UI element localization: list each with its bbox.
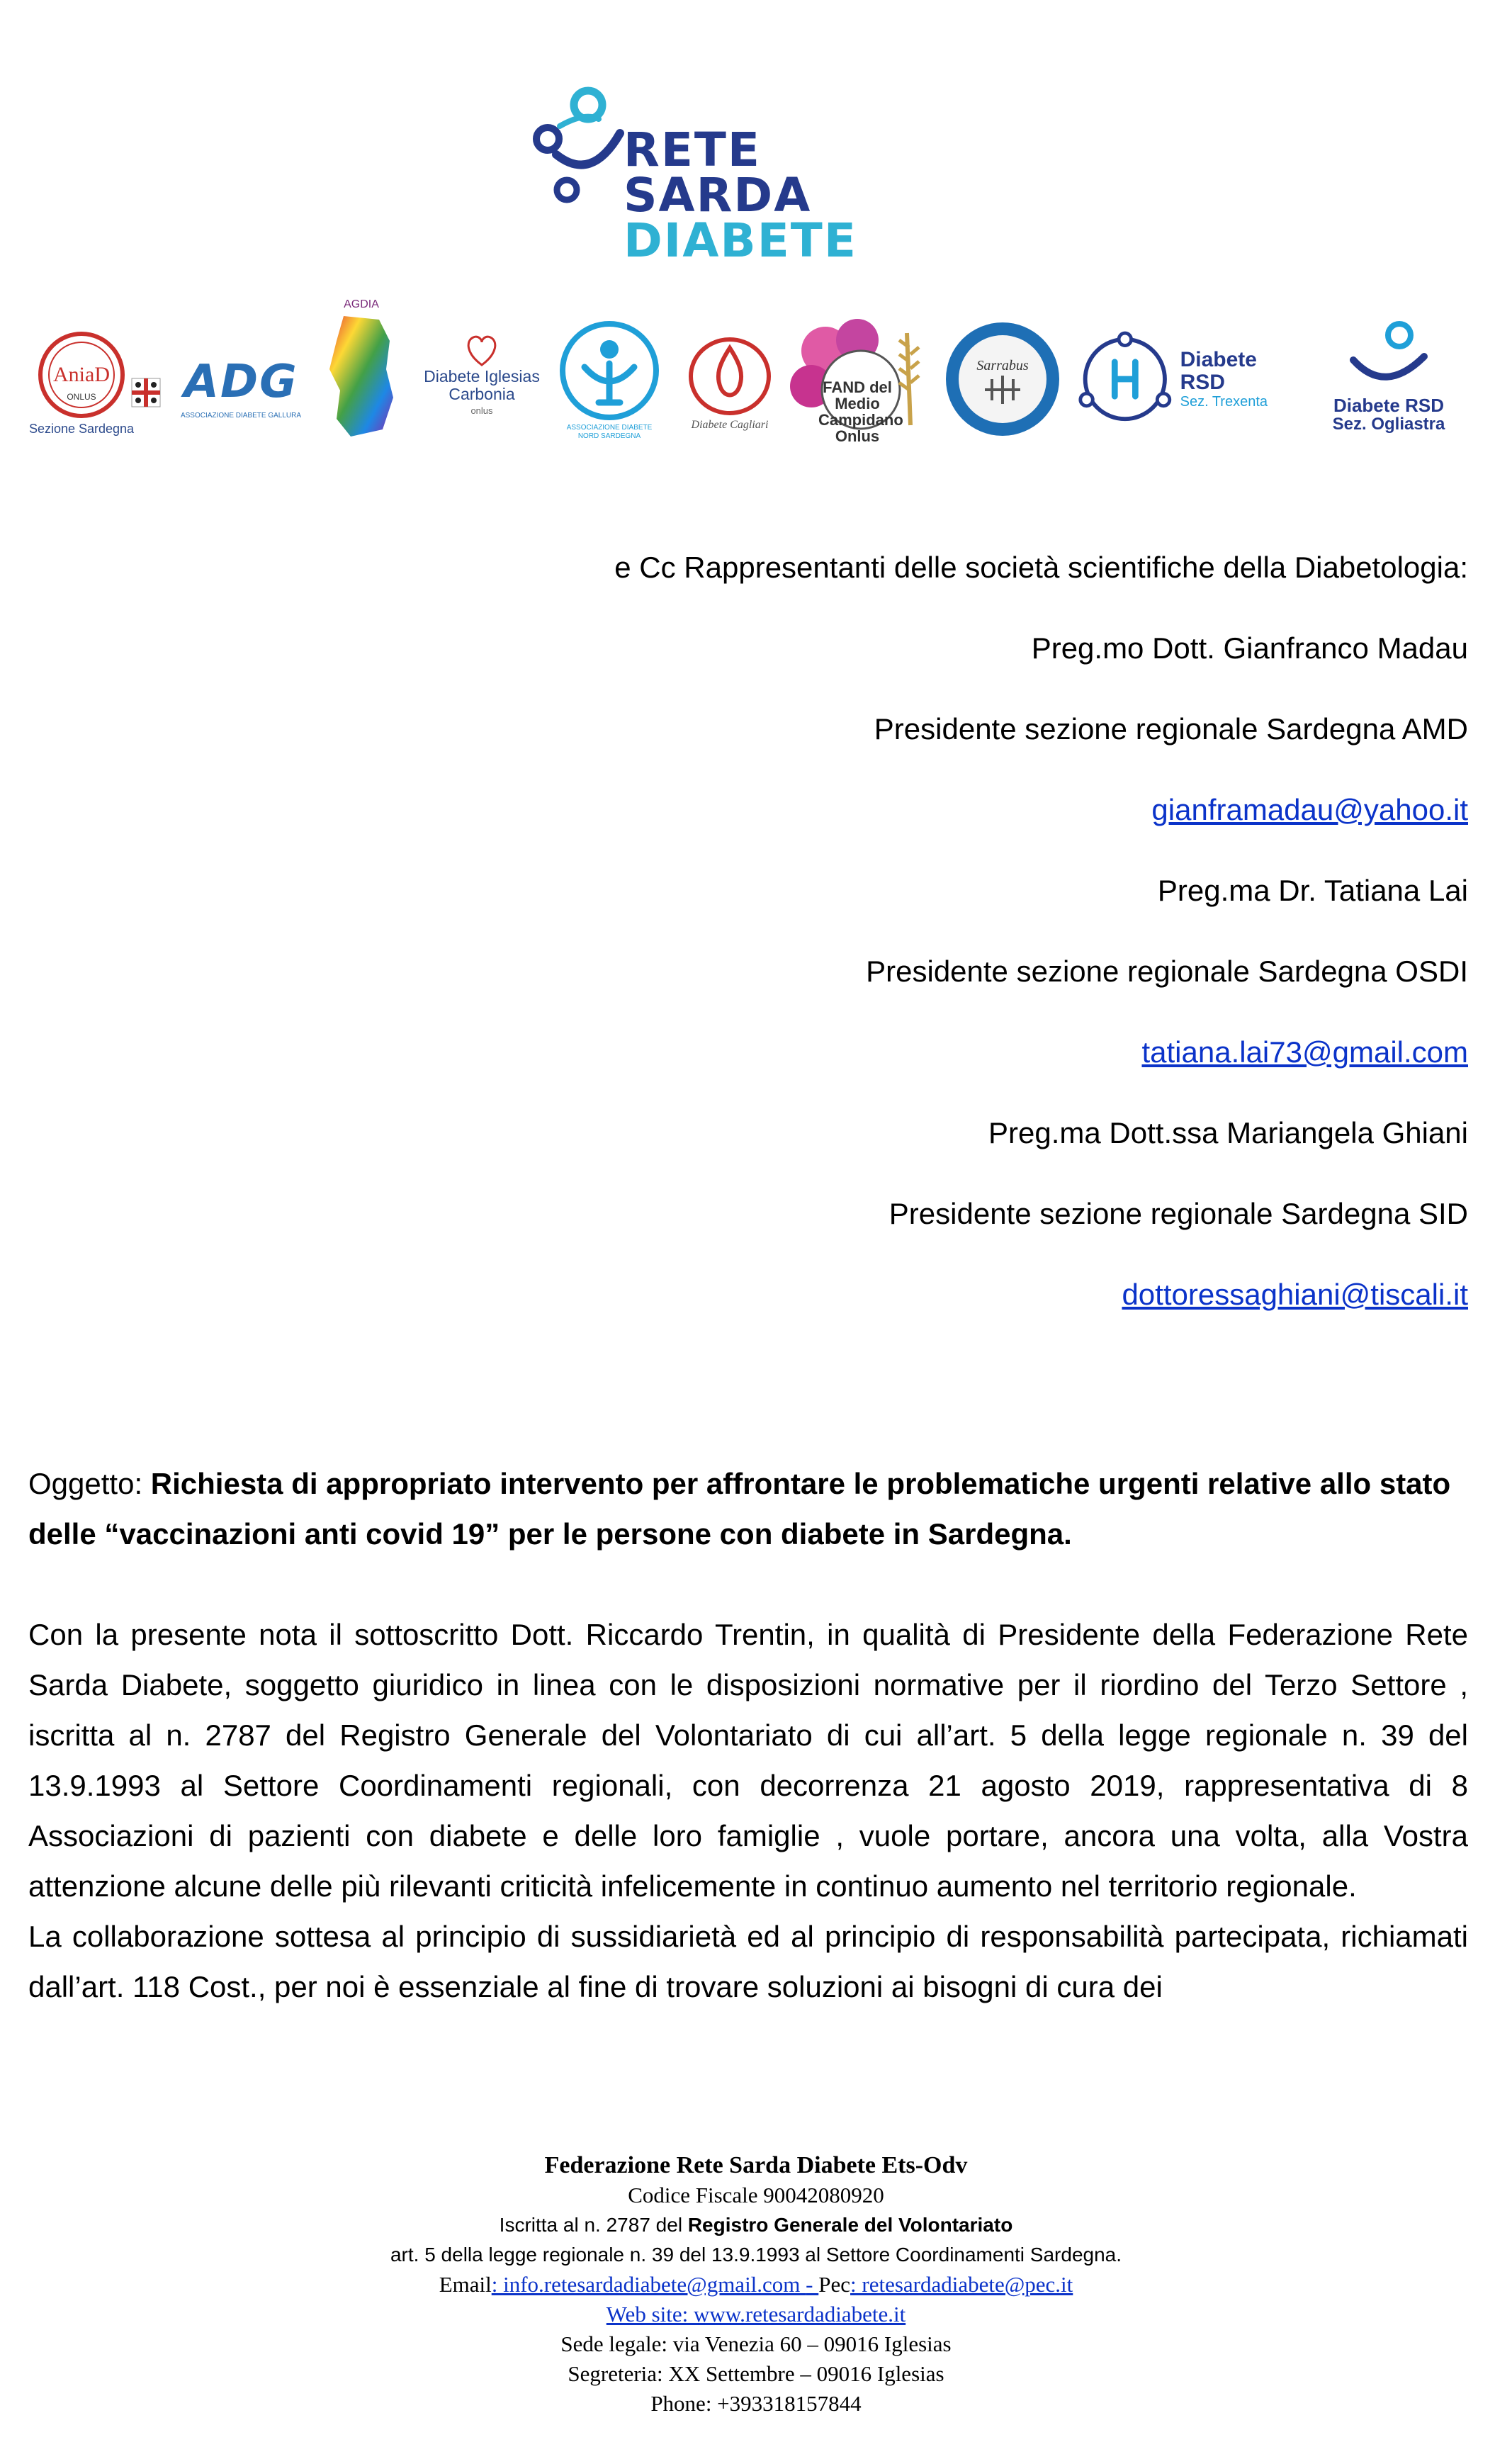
paragraph-introduction: Con la presente nota il sottoscritto Dott. Riccardo Trentin, in qualità di Presidente della Federazione Rete Sarda Diabete, soggetto giuridico in linea con le disposizioni normative per il riordino del Terzo Settore , iscritta al n. 2787 del Registro Generale del Volontariato di cui all’art. 5 della legge regionale n. 39 del 13.9.1993 al Settore Coordinamenti regionali, con decorrenza 21 agosto 2019, rappresentativa di 8 Associazioni di pazienti con diabete e delle loro famiglie , vuole portare, ancora una volta, alla Vostra attenzione alcune delle più rilevanti criticità infelicemente in continuo aumento nel territorio regionale. <box>28 1618 1468 1903</box>
diabete-iglesias-carbonia-note: onlus <box>470 405 493 416</box>
diabete-rsd-trexenta-logo <box>1077 326 1304 432</box>
cagliari-drop-icon <box>684 332 776 417</box>
recipient-role-osdi: Presidente sezione regionale Sardegna OSDI <box>866 955 1468 988</box>
footer-phone: Phone: +393318157844 <box>650 2391 862 2416</box>
recipient-line-cc: e Cc Rappresentanti delle società scientifiche della Diabetologia: <box>614 551 1468 584</box>
sardinia-rainbow-icon <box>322 313 400 440</box>
footer-registration <box>0 2210 1512 2240</box>
recipient-role-sid: Presidente sezione regionale Sardegna SID <box>888 1197 1468 1230</box>
subject-label: Oggetto: <box>28 1467 151 1500</box>
agdia-logo <box>319 294 404 443</box>
aniad-sub: ONLUS <box>67 392 96 402</box>
footer-registration-register: Registro Generale del Volontariato <box>687 2214 1013 2236</box>
footer-email-label: Email <box>439 2272 492 2297</box>
recipient-role-amd: Presidente sezione regionale Sardegna AMD <box>874 712 1468 745</box>
diabete-cagliari-name: Diabete Cagliari <box>691 419 769 431</box>
footer-email-link[interactable]: : info.retesardadiabete@gmail.com <box>491 2272 806 2297</box>
paragraph-collaboration: La collaborazione sottesa al principio di sussidiarietà ed al principio di responsabilità partecipata, richiamati dall’art. 118 Cost., per noi è essenziale al fine di trovare soluzioni ai bisogni di cura dei <box>28 1920 1468 2003</box>
diabete-rsd-trexenta-name: Diabete RSD <box>1180 348 1257 394</box>
ogliastra-swirl-icon <box>1343 317 1435 395</box>
diabete-iglesias-carbonia-logo <box>411 322 553 429</box>
letter-body <box>28 1458 1468 2012</box>
footer-pec-label: Pec <box>818 2272 851 2297</box>
brand-word-diabete: DIABETE <box>624 213 857 268</box>
heart-outline-icon <box>463 332 501 368</box>
aniad-note: Sezione Sardegna <box>28 422 135 436</box>
email-link-ghiani[interactable]: dottoressaghiani@tiscali.it <box>1122 1278 1468 1311</box>
email-link-lai[interactable]: tatiana.lai73@gmail.com <box>1141 1035 1468 1069</box>
footer-law: art. 5 della legge regionale n. 39 del 13.9.1993 al Settore Coordinamenti Sardegna. <box>390 2244 1122 2266</box>
diabete-iglesias-carbonia-name: Diabete Iglesias Carbonia <box>424 367 540 403</box>
footer-org-name: Federazione Rete Sarda Diabete Ets-Odv <box>544 2152 968 2178</box>
recipients-block <box>405 553 1468 1361</box>
diabete-rsd-trexenta-note: Sez. Trexenta <box>1180 394 1268 410</box>
sardinia-flag-icon <box>131 378 161 407</box>
hands-circle-icon <box>1077 330 1173 429</box>
associations-logos <box>28 294 1467 450</box>
adg-note: ASSOCIAZIONE DIABETE GALLURA <box>180 412 302 420</box>
brand-word-rete: RETE <box>624 123 762 177</box>
footer-contacts <box>0 2270 1512 2300</box>
letterhead-footer <box>0 2151 1512 2419</box>
sarrabus-logo <box>942 315 1063 443</box>
agdia-name: AGDIA <box>344 298 379 310</box>
footer-separator: - <box>806 2272 819 2297</box>
fand-name: FAND del Medio Campidano Onlus <box>818 378 903 445</box>
aniad-logo <box>28 315 135 450</box>
fand-logo <box>786 315 928 443</box>
adg-name: ADG <box>184 356 298 408</box>
diabete-rsd-ogliastra-name: Diabete RSD <box>1333 395 1445 416</box>
footer-pec-link[interactable]: : retesardadiabete@pec.it <box>850 2272 1073 2297</box>
footer-registration-prefix: Iscritta al n. 2787 del <box>499 2214 688 2236</box>
adg-logo <box>167 351 315 429</box>
aniad-emblem-icon <box>35 329 128 421</box>
recipient-name-madau: Preg.mo Dott. Gianfranco Madau <box>1031 631 1468 665</box>
diabete-nord-sardegna-logo <box>549 308 670 450</box>
footer-secretariat: Segreteria: XX Settembre – 09016 Iglesias <box>568 2361 944 2386</box>
diabete-nord-sardegna-name: ASSOCIAZIONE DIABETE NORD SARDEGNA <box>566 424 653 440</box>
footer-website-link[interactable]: Web site: www.retesardadiabete.it <box>606 2302 906 2326</box>
subject-text: Richiesta di appropriato intervento per affrontare le problematiche urgenti relative allo stato delle “vaccinazioni anti covid 19” per le persone con diabete in Sardegna. <box>28 1467 1451 1551</box>
footer-fiscal-code: Codice Fiscale 90042080920 <box>628 2183 884 2207</box>
diabete-rsd-ogliastra-logo <box>1318 305 1460 446</box>
sarrabus-name: Sarrabus <box>976 358 1029 373</box>
email-link-madau[interactable]: gianframadau@yahoo.it <box>1151 793 1468 826</box>
network-nodes-icon <box>528 84 634 204</box>
person-circle-icon <box>556 317 662 424</box>
recipient-name-ghiani: Preg.ma Dott.ssa Mariangela Ghiani <box>988 1116 1468 1149</box>
brand-wordmark <box>624 123 857 268</box>
diabete-cagliari-logo <box>677 326 783 439</box>
rete-sarda-diabete-logo <box>528 78 896 276</box>
subject-line <box>28 1458 1468 1559</box>
diabete-rsd-ogliastra-note: Sez. Ogliastra <box>1332 415 1445 434</box>
recipient-name-lai: Preg.ma Dr. Tatiana Lai <box>1157 874 1468 907</box>
sarrabus-seal-icon <box>942 319 1063 439</box>
brand-word-sarda: SARDA <box>624 168 812 223</box>
footer-registered-office: Sede legale: via Venezia 60 – 09016 Iglesias <box>560 2331 952 2356</box>
aniad-name: AniaD <box>53 363 110 386</box>
